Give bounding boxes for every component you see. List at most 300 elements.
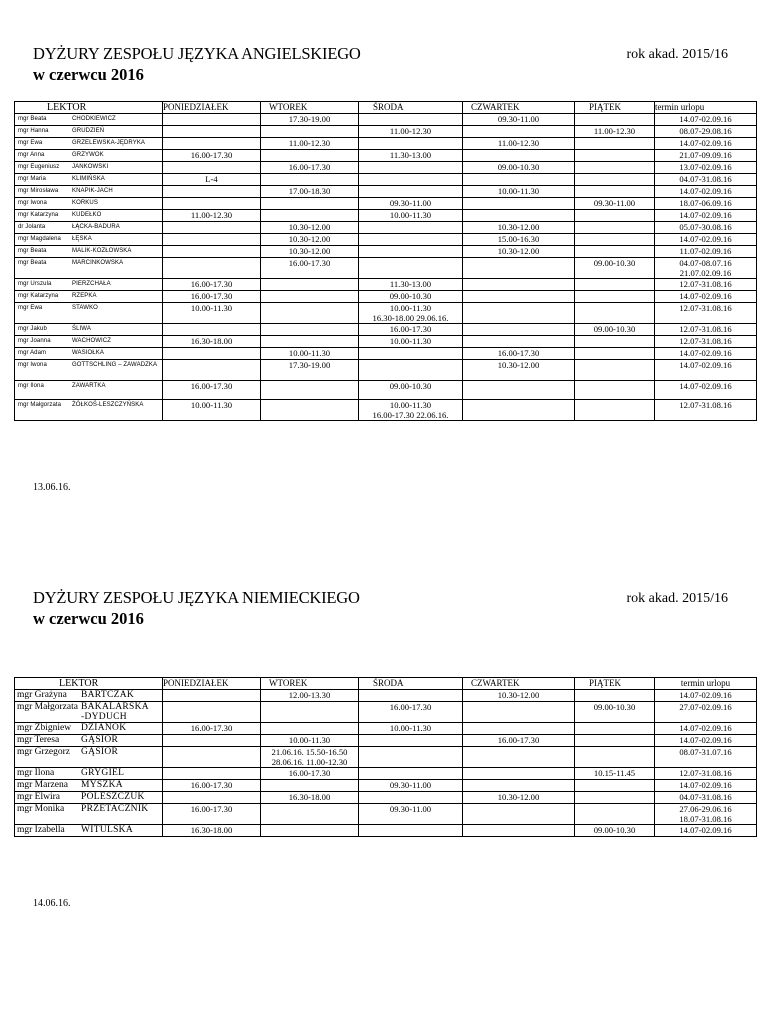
leave-cell: 11.07-02.09.16 [655,246,757,258]
leave-cell: 04.07-31.08.16 [655,174,757,186]
german-date: 14.06.16. [33,898,71,909]
monday-cell: 11.00-12.30 [163,210,261,222]
wednesday-cell [359,768,463,780]
monday-cell [163,747,261,768]
lektor-last-name: KORKUS [72,200,98,206]
lektor-last-name: WITULSKA [81,825,134,835]
monday-cell [163,186,261,198]
leave-cell: 12.07-31.08.16 [655,303,757,324]
leave-cell: 14.07-02.09.16 [655,825,757,837]
monday-cell [163,246,261,258]
friday-cell: 09.00-10.30 [575,702,655,723]
monday-cell [163,690,261,702]
thursday-cell: 09.30-11.00 [463,114,575,126]
monday-cell: 16.00-17.30 [163,291,261,303]
lektor-cell [15,303,163,324]
lektor-cell [15,279,163,291]
table-row [15,234,757,246]
lektor-cell [15,186,163,198]
wednesday-cell [359,246,463,258]
leave-cell: 05.07-30.08.16 [655,222,757,234]
lektor-cell [15,348,163,360]
lektor-first-name: mgr Iwona [18,362,47,368]
wednesday-cell: 16.00-17.30 [359,702,463,723]
header-friday: PIĄTEK [575,678,655,690]
lektor-first-name: mgr Ewa [18,140,43,146]
lektor-first-name: mgr Teresa [17,735,60,745]
tuesday-cell [261,198,359,210]
german-title: DYŻURY ZESPOŁU JĘZYKA NIEMIECKIEGO [33,588,360,607]
tuesday-cell: 21.06.16. 15.50-16.50 28.06.16. 11.00-12.30 [261,747,359,768]
table-row [15,324,757,336]
lektor-first-name: mgr Maria [18,176,46,182]
wednesday-cell: 10.00-11.30 [359,723,463,735]
friday-cell [575,381,655,400]
wednesday-cell: 16.00-17.30 [359,324,463,336]
header-friday: PIĄTEK [575,102,655,114]
tuesday-cell [261,400,359,421]
monday-cell: 16.30-18.00 [163,825,261,837]
monday-cell: 16.30-18.00 [163,336,261,348]
table-row [15,258,757,279]
lektor-cell [15,234,163,246]
tuesday-cell [261,336,359,348]
wednesday-cell: 09.00-10.30 [359,381,463,400]
friday-cell [575,336,655,348]
wednesday-cell: 11.30-13.00 [359,279,463,291]
leave-cell: 14.07-02.09.16 [655,210,757,222]
table-row [15,702,757,723]
lektor-last-name: WASIOŁKA [72,350,104,356]
lektor-cell [15,210,163,222]
tuesday-cell: 17.00-18.30 [261,186,359,198]
leave-cell: 12.07-31.08.16 [655,400,757,421]
lektor-last-name: GRZYWOK [72,152,104,158]
lektor-cell [15,324,163,336]
table-row [15,186,757,198]
leave-cell: 04.07-08.07.16 21.07.02.09.16 [655,258,757,279]
lektor-last-name: ŻÓŁKOŚ-LESZCZYŃSKA [72,402,144,408]
thursday-cell: 10.00-11.30 [463,186,575,198]
thursday-cell [463,291,575,303]
table-row [15,138,757,150]
friday-cell [575,174,655,186]
lektor-last-name: JANKOWSKI [72,164,109,170]
leave-cell: 14.07-02.09.16 [655,114,757,126]
tuesday-cell: 17.30-19.00 [261,360,359,381]
tuesday-cell: 10.00-11.30 [261,735,359,747]
lektor-first-name: mgr Mirosława [18,188,59,194]
wednesday-cell [359,360,463,381]
friday-cell [575,138,655,150]
table-row [15,804,757,825]
table-row [15,291,757,303]
leave-cell: 12.07-31.08.16 [655,324,757,336]
wednesday-cell [359,348,463,360]
wednesday-cell: 10.00-11.30 [359,336,463,348]
table-row [15,348,757,360]
wednesday-cell: 10.00-11.30 16.30-18.00 29.06.16. [359,303,463,324]
table-row [15,735,757,747]
english-subtitle: w czerwcu 2016 [33,65,144,84]
lektor-first-name: mgr Ilona [17,768,55,778]
tuesday-cell [261,303,359,324]
monday-cell [163,198,261,210]
tuesday-cell [261,381,359,400]
thursday-cell: 10.30-12.00 [463,360,575,381]
lektor-first-name: mgr Grzegorz [17,747,71,757]
lektor-last-name: KLIMIŃSKA [72,176,105,182]
header-monday: PONIEDZIAŁEK [163,678,261,690]
friday-cell [575,690,655,702]
leave-cell: 12.07-31.08.16 [655,336,757,348]
lektor-cell [15,150,163,162]
lektor-first-name: mgr Katarzyna [18,212,59,218]
lektor-last-name: CHODKIEWICZ [72,116,116,122]
tuesday-cell: 16.00-17.30 [261,768,359,780]
lektor-cell [15,825,163,837]
thursday-cell: 10.30-12.00 [463,792,575,804]
lektor-first-name: mgr Małgorzata [18,402,62,408]
lektor-last-name: GRUDZIEŃ [72,128,105,134]
tuesday-cell: 16.00-17.30 [261,258,359,279]
header-thursday: CZWARTEK [463,678,575,690]
lektor-last-name: PRZETACZNIK [81,804,149,814]
lektor-last-name: PIERZCHAŁA [72,281,111,287]
monday-cell [163,768,261,780]
monday-cell: 16.00-17.30 [163,279,261,291]
monday-cell: 16.00-17.30 [163,804,261,825]
friday-cell [575,246,655,258]
friday-cell [575,735,655,747]
friday-cell [575,234,655,246]
thursday-cell [463,723,575,735]
lektor-last-name: GRZELEWSKA-JĘDRYKA [72,140,146,146]
lektor-last-name: ZAWARTKA [72,383,106,389]
lektor-first-name: dr Jolanta [18,224,46,230]
lektor-last-name: WACHOWICZ [72,338,112,344]
header-wednesday: ŚRODA [359,678,463,690]
lektor-cell [15,360,163,381]
tuesday-cell: 10.30-12.00 [261,234,359,246]
leave-cell: 04.07-31.08.16 [655,792,757,804]
monday-cell [163,324,261,336]
wednesday-cell: 09.30-11.00 [359,804,463,825]
lektor-cell [15,400,163,421]
table-row [15,747,757,768]
lektor-first-name: mgr Grażyna [17,690,67,700]
friday-cell [575,162,655,174]
thursday-cell: 10.30-12.00 [463,222,575,234]
friday-cell: 09.00-10.30 [575,825,655,837]
lektor-last-name: KUDEŁKO [72,212,102,218]
tuesday-cell [261,804,359,825]
wednesday-cell [359,792,463,804]
tuesday-cell: 11.00-12.30 [261,138,359,150]
monday-cell: 16.00-17.30 [163,150,261,162]
thursday-cell [463,780,575,792]
lektor-cell [15,126,163,138]
table-row [15,360,757,381]
lektor-cell [15,291,163,303]
wednesday-cell [359,825,463,837]
table-row [15,222,757,234]
lektor-last-name: DZIANOK [81,723,127,733]
thursday-cell [463,126,575,138]
table-row [15,780,757,792]
header-lektor: LEKTOR [15,102,163,114]
friday-cell [575,360,655,381]
tuesday-cell: 12.00-13.30 [261,690,359,702]
leave-cell: 27.06-29.06.16 18.07-31.08.16 [655,804,757,825]
monday-cell [163,360,261,381]
lektor-cell [15,780,163,792]
monday-cell [163,162,261,174]
wednesday-cell: 10.00-11.30 16.00-17.30 22.06.16. [359,400,463,421]
lektor-cell [15,162,163,174]
lektor-cell [15,336,163,348]
lektor-cell [15,690,163,702]
monday-cell [163,735,261,747]
lektor-first-name: mgr Iwona [18,200,47,206]
lektor-first-name: mgr Katarzyna [18,293,59,299]
table-row [15,303,757,324]
lektor-first-name: mgr Urszula [18,281,52,287]
wednesday-cell [359,174,463,186]
lektor-last-name: RZEPKA [72,293,97,299]
leave-cell: 14.07-02.09.16 [655,234,757,246]
leave-cell: 14.07-02.09.16 [655,690,757,702]
lektor-last-name: MYSZKA [81,780,123,790]
lektor-last-name: ŁĘSKA [72,236,92,242]
lektor-last-name: ŚLIWA [72,326,91,332]
friday-cell [575,291,655,303]
leave-cell: 14.07-02.09.16 [655,348,757,360]
header-leave: termin urlopu [655,102,757,114]
tuesday-cell: 10.00-11.30 [261,348,359,360]
wednesday-cell: 11.30-13.00 [359,150,463,162]
wednesday-cell [359,138,463,150]
tuesday-cell: 17.30-19.00 [261,114,359,126]
friday-cell [575,279,655,291]
lektor-first-name: mgr Izabella [17,825,65,835]
table-row [15,162,757,174]
table-row [15,279,757,291]
table-row [15,210,757,222]
lektor-first-name: mgr Monika [17,804,65,814]
lektor-cell [15,138,163,150]
header-tuesday: WTOREK [261,102,359,114]
lektor-cell [15,198,163,210]
lektor-first-name: mgr Marzena [17,780,68,790]
leave-cell: 08.07-29.08.16 [655,126,757,138]
wednesday-cell [359,258,463,279]
lektor-last-name: GĄSIOR [81,735,119,745]
thursday-cell [463,258,575,279]
german-duty-table [14,677,757,837]
tuesday-cell [261,279,359,291]
tuesday-cell [261,126,359,138]
monday-cell [163,126,261,138]
friday-cell [575,210,655,222]
monday-cell [163,702,261,723]
english-title: DYŻURY ZESPOŁU JĘZYKA ANGIELSKIEGO [33,44,361,63]
lektor-cell [15,258,163,279]
wednesday-cell [359,186,463,198]
lektor-cell [15,702,163,723]
friday-cell [575,114,655,126]
friday-cell: 09.00-10.30 [575,324,655,336]
leave-cell: 14.07-02.09.16 [655,381,757,400]
monday-cell [163,138,261,150]
lektor-first-name: mgr Anna [18,152,45,158]
table-header-row [15,678,757,690]
wednesday-cell: 09.30-11.00 [359,780,463,792]
monday-cell: 16.00-17.30 [163,381,261,400]
lektor-cell [15,804,163,825]
wednesday-cell: 09.00-10.30 [359,291,463,303]
lektor-cell [15,114,163,126]
table-row [15,825,757,837]
thursday-cell [463,804,575,825]
lektor-cell [15,792,163,804]
tuesday-cell: 10.30-12.00 [261,246,359,258]
table-row [15,723,757,735]
lektor-last-name: GRYGIEL [81,768,125,778]
tuesday-cell: 16.30-18.00 [261,792,359,804]
monday-cell [163,222,261,234]
monday-cell [163,348,261,360]
lektor-first-name: mgr Adam [18,350,47,356]
header-leave: termin urlopu [655,678,757,690]
header-monday: PONIEDZIAŁEK [163,102,261,114]
lektor-first-name: mgr Ilona [18,383,44,389]
english-academic-year: rok akad. 2015/16 [626,47,728,62]
table-header-row [15,102,757,114]
leave-cell: 12.07-31.08.16 [655,768,757,780]
table-row [15,400,757,421]
thursday-cell: 10.30-12.00 [463,246,575,258]
leave-cell: 14.07-02.09.16 [655,723,757,735]
lektor-last-name: GOTTSCHLING – ZAWADZKA [72,362,158,368]
wednesday-cell: 11.00-12.30 [359,126,463,138]
friday-cell [575,804,655,825]
thursday-cell [463,747,575,768]
monday-cell: 16.00-17.30 [163,780,261,792]
tuesday-cell: 16.00-17.30 [261,162,359,174]
wednesday-cell [359,114,463,126]
wednesday-cell [359,747,463,768]
wednesday-cell [359,690,463,702]
friday-cell: 09.00-10.30 [575,258,655,279]
lektor-last-name: MARCINKOWSKA [72,260,124,266]
table-row [15,381,757,400]
tuesday-cell [261,210,359,222]
thursday-cell [463,768,575,780]
friday-cell [575,792,655,804]
lektor-first-name: mgr Joanna [18,338,51,344]
lektor-first-name: mgr Hanna [18,128,49,134]
thursday-cell: 11.00-12.30 [463,138,575,150]
lektor-first-name: mgr Jakub [18,326,47,332]
lektor-cell [15,768,163,780]
table-row [15,198,757,210]
tuesday-cell: 10.30-12.00 [261,222,359,234]
leave-cell: 12.07-31.08.16 [655,279,757,291]
thursday-cell [463,279,575,291]
english-duty-table [14,101,757,421]
lektor-first-name: mgr Ewa [18,305,43,311]
table-row [15,768,757,780]
thursday-cell: 16.00-17.30 [463,735,575,747]
friday-cell [575,780,655,792]
table-row [15,150,757,162]
lektor-first-name: mgr Zbigniew [17,723,72,733]
header-lektor: LEKTOR [15,678,163,690]
lektor-cell [15,246,163,258]
friday-cell [575,222,655,234]
leave-cell: 14.07-02.09.16 [655,291,757,303]
tuesday-cell [261,825,359,837]
lektor-cell [15,222,163,234]
monday-cell: 10.00-11.30 [163,303,261,324]
monday-cell [163,258,261,279]
thursday-cell: 16.00-17.30 [463,348,575,360]
friday-cell [575,186,655,198]
friday-cell: 09.30-11.00 [575,198,655,210]
thursday-cell [463,303,575,324]
tuesday-cell [261,723,359,735]
lektor-first-name: mgr Magdalena [18,236,61,242]
thursday-cell [463,825,575,837]
friday-cell [575,723,655,735]
monday-cell: L-4 [163,174,261,186]
lektor-first-name: mgr Eugeniusz [18,164,60,170]
leave-cell: 14.07-02.09.16 [655,735,757,747]
leave-cell: 14.07-02.09.16 [655,360,757,381]
tuesday-cell [261,702,359,723]
thursday-cell [463,381,575,400]
lektor-last-name: GĄSIOR [81,747,119,757]
lektor-last-name: POLESZCZUK [81,792,145,802]
german-subtitle: w czerwcu 2016 [33,609,144,628]
german-academic-year: rok akad. 2015/16 [626,591,728,606]
friday-cell [575,400,655,421]
lektor-first-name: mgr Beata [18,116,47,122]
lektor-last-name: KNAPIK-JACH [72,188,113,194]
tuesday-cell [261,324,359,336]
friday-cell: 10.15-11.45 [575,768,655,780]
lektor-first-name: mgr Małgorzata [17,702,78,712]
leave-cell: 08.07-31.07.16 [655,747,757,768]
leave-cell: 18.07-06.09.16 [655,198,757,210]
friday-cell [575,747,655,768]
english-date: 13.06.16. [33,482,71,493]
lektor-last-name: BAKALARSKA -DYDUCH [81,702,149,722]
friday-cell: 11.00-12.30 [575,126,655,138]
wednesday-cell: 09.30-11.00 [359,198,463,210]
thursday-cell [463,174,575,186]
tuesday-cell [261,291,359,303]
lektor-first-name: mgr Beata [18,248,47,254]
wednesday-cell [359,735,463,747]
leave-cell: 13.07-02.09.16 [655,162,757,174]
tuesday-cell [261,174,359,186]
header-thursday: CZWARTEK [463,102,575,114]
lektor-first-name: mgr Elwira [17,792,61,802]
table-row [15,126,757,138]
thursday-cell [463,198,575,210]
